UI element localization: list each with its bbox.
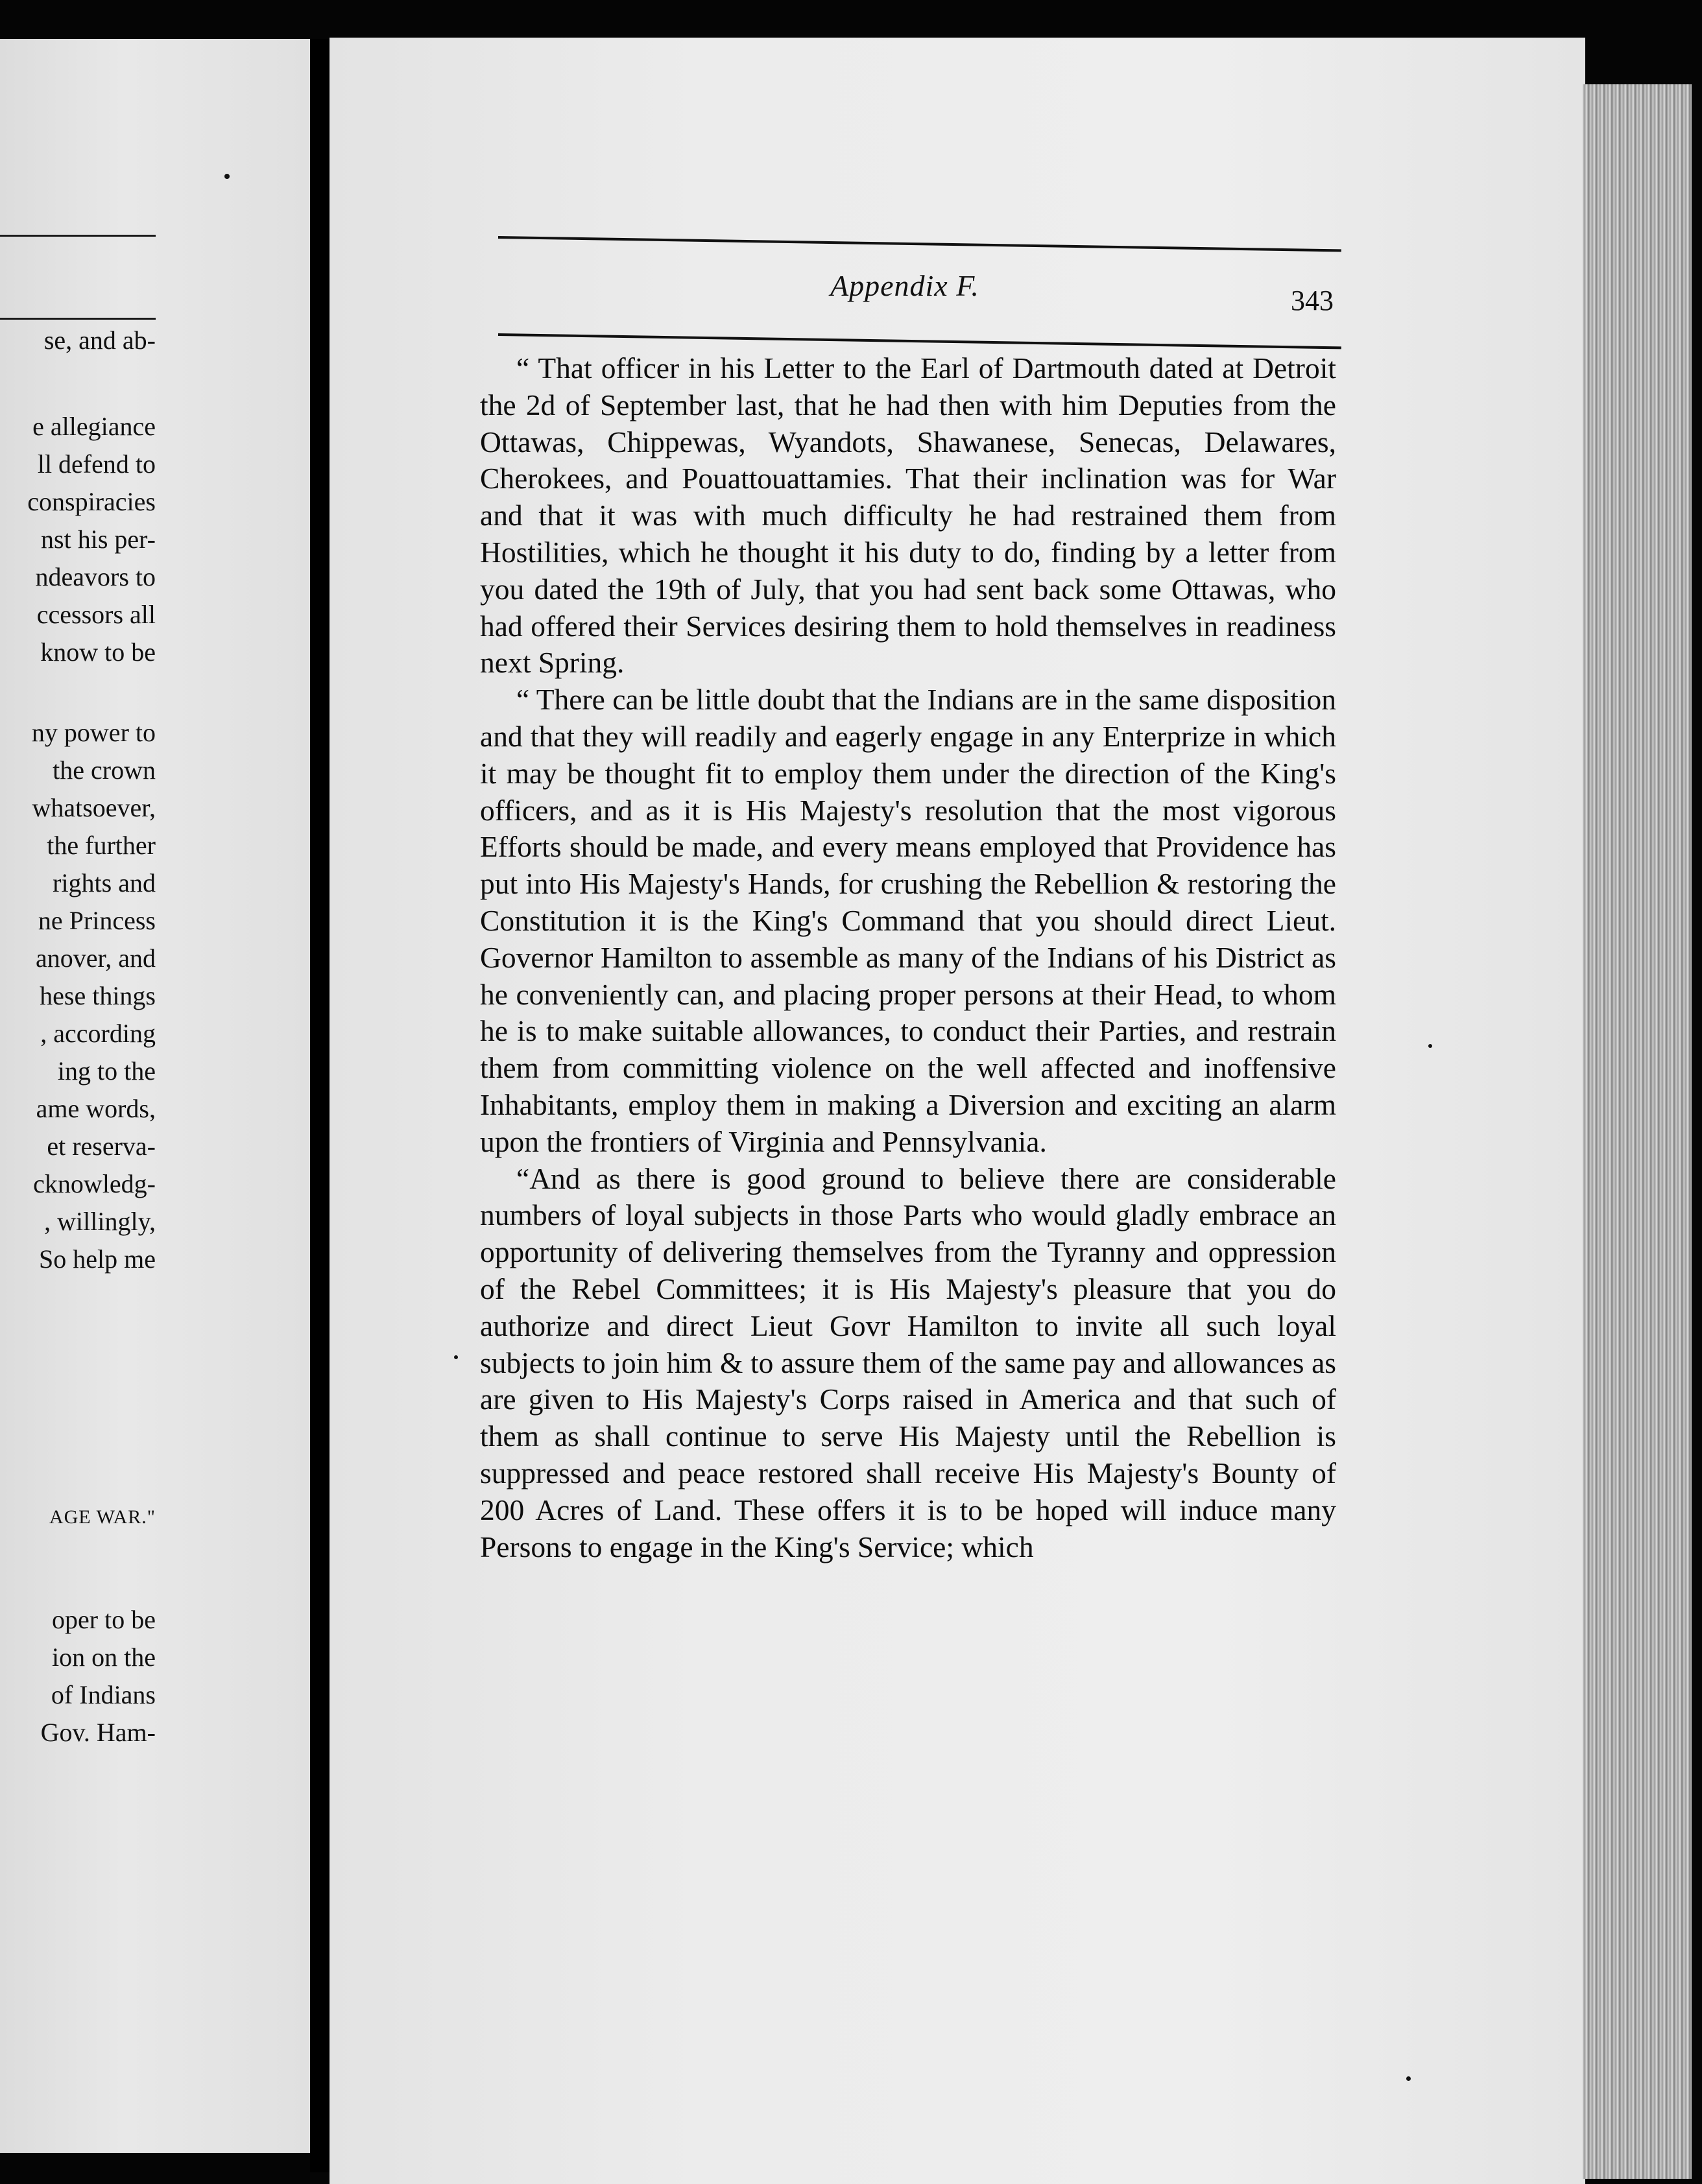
left-page-line: anover, and <box>36 944 156 973</box>
paragraph-1: “ That officer in his Letter to the Earl of Dartmouth dated at Detroit the 2d of September last, that he had then with him Deputies from the Ottawas, Chippewas, Wyandots, Shawanese, Senecas, Delawares, Cherokees, and Pouattouattamies. That their inclination was for War and that it was with much difficulty he had restrained them from Hostilities, which he thought it his duty to do, finding by a letter from you dated the 19th of July, that you had sent back some Ottawas, who had offered their Services desiring them to hold themselves in readiness next Spring. <box>480 351 1336 680</box>
left-page-line: know to be <box>40 637 156 667</box>
left-page-line: ion on the <box>52 1643 156 1672</box>
left-page-line: nst his per- <box>41 525 156 554</box>
left-page-line: the crown <box>53 755 156 785</box>
book-gutter <box>310 39 330 2172</box>
left-page-line: ndeavors to <box>35 562 156 591</box>
left-page-line: et reserva- <box>47 1132 156 1161</box>
left-page-line: ny power to <box>31 718 156 747</box>
left-page-line: whatsoever, <box>32 793 156 822</box>
page-number: 343 <box>1291 285 1334 316</box>
left-page-line: ing to the <box>57 1056 156 1086</box>
previous-page-fragment <box>0 39 310 2153</box>
running-head-title: Appendix F. <box>830 269 979 302</box>
left-page-line: e allegiance <box>32 412 156 441</box>
left-page-line: conspiracies <box>27 487 156 516</box>
left-page-line: Gov. Ham- <box>40 1718 156 1747</box>
left-page-line: cknowledg- <box>33 1169 156 1198</box>
left-page-line: of Indians <box>51 1680 156 1709</box>
left-page-line: So help me <box>39 1244 156 1274</box>
left-page-line: hese things <box>40 981 156 1010</box>
left-page-line: the further <box>47 831 156 860</box>
scan-speck <box>1428 1044 1432 1048</box>
left-page-line: rights and <box>53 868 156 897</box>
left-page-rule-top <box>0 235 156 237</box>
left-page-line: ll defend to <box>37 449 156 479</box>
scan-speck <box>224 174 230 179</box>
left-page-caps-line: AGE WAR." <box>49 1506 156 1528</box>
left-page-line: ccessors all <box>36 600 156 629</box>
left-page-line: ne Princess <box>38 906 156 935</box>
left-page-line: , according <box>40 1019 156 1048</box>
scan-speck <box>454 1355 458 1359</box>
page-edges <box>1583 84 1692 2179</box>
left-page-rule-bottom <box>0 318 156 320</box>
page-body <box>480 350 1336 1565</box>
left-page-line: se, and ab- <box>43 326 156 355</box>
left-page-line: ame words, <box>36 1094 156 1123</box>
scan-speck <box>1406 2076 1411 2081</box>
paragraph-2: “ There can be little doubt that the Indians are in the same disposition and that they will readily and eagerly engage in any Enterprize in which it may be thought fit to employ them under the direction of the King's officers, and as it is His Majesty's resolution that the most vigorous Efforts should be made, and every means employed that Providence has put into His Majesty's Hands, for crushing the Rebellion & restoring the Constitution it is the King's Command that you should direct Lieut. Governor Hamilton to assemble as many of the Indians of his District as he conveniently can, and placing proper persons at their Head, to whom he is to make suitable allowances, to conduct their Parties, and restrain them from committing violence on the well affected and inoffensive Inhabitants, employ them in making a Diversion and exciting an alarm upon the frontiers of Virginia and Pennsylvania. <box>480 683 1336 1158</box>
paragraph-3: “And as there is good ground to believe there are considerable numbers of loyal subjects in those Parts who would gladly embrace an opportunity of delivering themselves from the Tyranny and oppression of the Rebel Committees; it is His Majesty's pleasure that you do authorize and direct Lieut Govr Hamilton to invite all such loyal subjects to join him & to assure them of the same pay and allowances as are given to His Majesty's Corps raised in America and that such of them as shall continue to serve His Majesty until the Rebellion is suppressed and peace restored shall receive His Majesty's Bounty of 200 Acres of Land. These offers it is to be hoped will induce many Persons to engage in the King's Service; which <box>480 1161 1336 1563</box>
left-page-line: oper to be <box>52 1605 156 1634</box>
left-page-line: , willingly, <box>44 1207 156 1236</box>
